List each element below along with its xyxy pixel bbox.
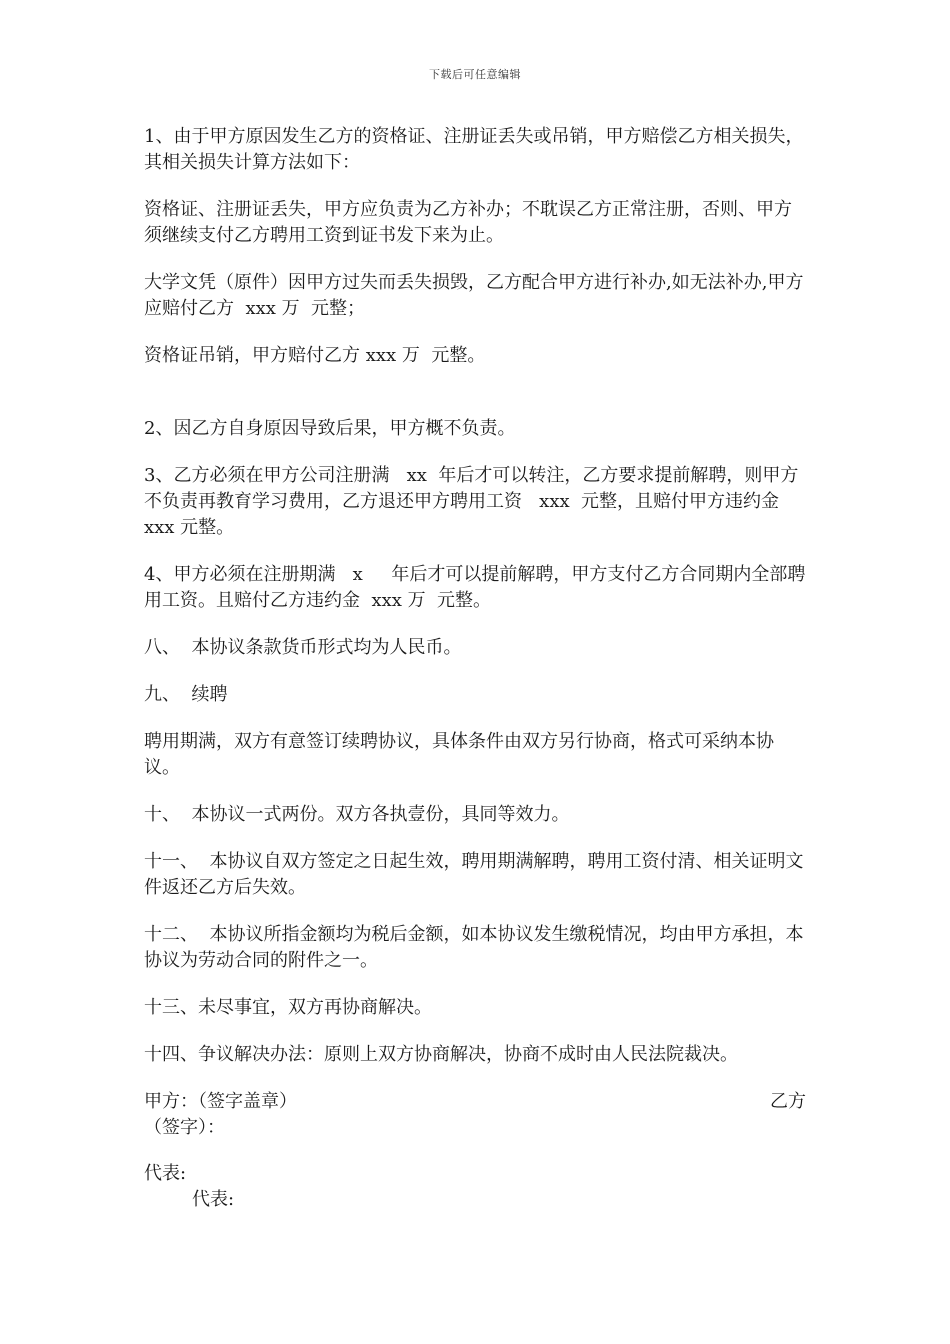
clause-1: 1、由于甲方原因发生乙方的资格证、注册证丢失或吊销，甲方赔偿乙方相关损失，其相关损失计算方法如下： [144,126,804,173]
article-9-renewal: 聘用期满，双方有意签订续聘协议，具体条件由双方另行协商，格式可采纳本协议。 [144,731,774,778]
party-b-representative-label: 代表: [192,1189,235,1210]
page-header-note: 下载后可任意编辑 [429,68,521,81]
document-body [144,124,806,1213]
clause-1-item-certificate-revoked: 资格证吊销，甲方赔付乙方 xxx 万 元整。 [144,345,486,366]
clause-4: 4、甲方必须在注册期满 x 年后才可以提前解聘，甲方支付乙方合同期内全部聘用工资。且赔付乙方违约金 xxx 万 元整。 [144,564,806,611]
party-a-signature-label: 甲方：（签字盖章） [144,1091,297,1112]
article-11-effective: 十一、 本协议自双方签定之日起生效，聘用期满解聘，聘用工资付清、相关证明文件返还乙方后失效。 [144,851,804,898]
article-13-other-matters: 十三、未尽事宜，双方再协商解决。 [144,997,432,1018]
signature-row [144,1089,806,1115]
article-14-dispute: 十四、争议解决办法：原则上双方协商解决，协商不成时由人民法院裁决。 [144,1044,738,1065]
clause-1-item-certificates-lost: 资格证、注册证丢失，甲方应负责为乙方补办；不耽误乙方正常注册，否则、甲方须继续支付乙方聘用工资到证书发下来为止。 [144,199,792,246]
party-b-label: 乙方 [770,1091,806,1112]
article-12-tax: 十二、 本协议所指金额均为税后金额，如本协议发生缴税情况，均由甲方承担，本协议为劳动合同的附件之一。 [144,924,804,971]
article-9-heading: 九、 续聘 [144,684,228,705]
clause-2: 2、因乙方自身原因导致后果，甲方概不负责。 [144,418,516,439]
party-a-representative-label: 代表: [144,1163,187,1184]
party-b-signature-label: （签字）： [144,1117,225,1138]
article-8-currency: 八、 本协议条款货币形式均为人民币。 [144,637,462,658]
clause-1-item-diploma-lost: 大学文凭（原件）因甲方过失而丢失损毁，乙方配合甲方进行补办,如无法补办,甲方应赔付乙方 xxx 万 元整； [144,272,804,319]
article-10-copies: 十、 本协议一式两份。双方各执壹份，具同等效力。 [144,804,570,825]
clause-3: 3、乙方必须在甲方公司注册满 xx 年后才可以转注，乙方要求提前解聘，则甲方不负责再教育学习费用，乙方退还甲方聘用工资 xxx 元整，且赔付甲方违约金 xxx 元整。 [144,465,799,538]
